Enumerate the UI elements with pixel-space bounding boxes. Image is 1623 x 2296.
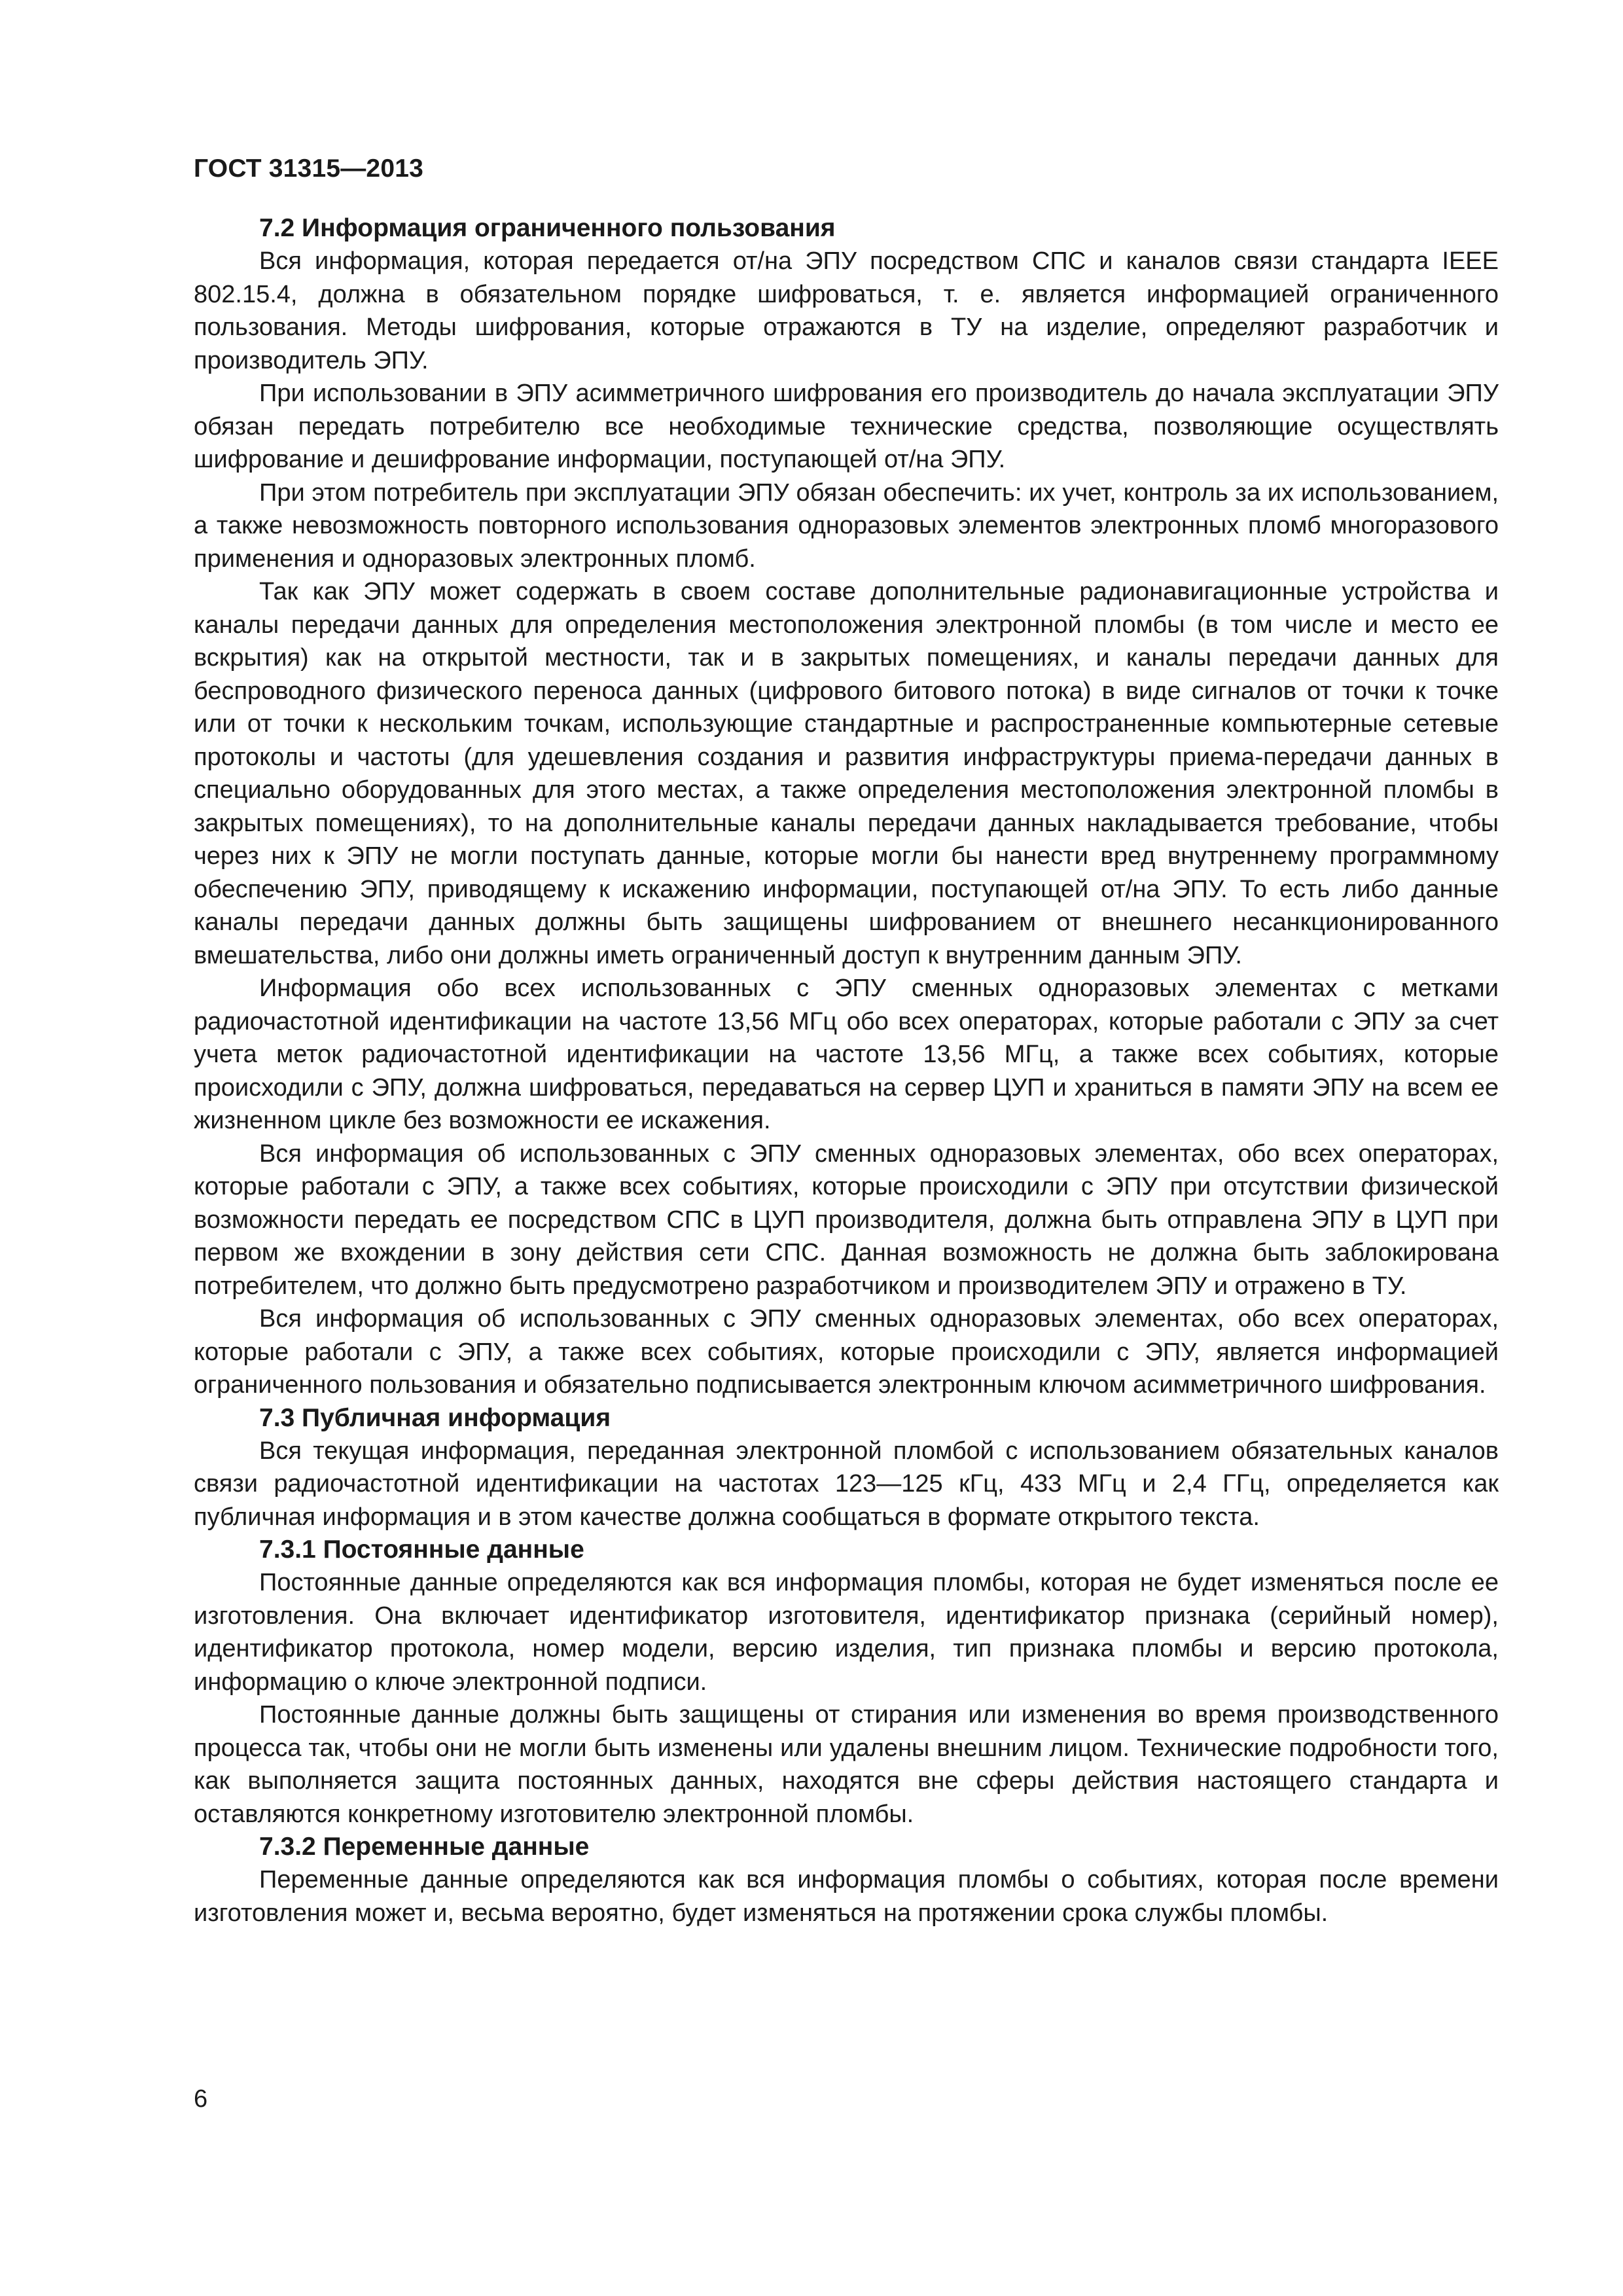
document-header: ГОСТ 31315—2013 [194,154,423,183]
paragraph: Вся информация об использованных с ЭПУ сменных одноразовых элементах, обо всех операторах, которые работали с ЭПУ, а также всех событиях, которые происходили с ЭПУ, является информацией ограниченного пользования и обязательно подписывается электронным ключом асимметричного шифрования. [194,1305,1499,1399]
section-heading-7-3-2: 7.3.2 Переменные данные [259,1833,590,1861]
document-page [194,151,1499,2166]
paragraph: Постоянные данные определяются как вся информация пломбы, которая не будет изменяться после ее изготовления. Она включает идентификатор изготовителя, идентификатор признака (серийный номер), идентификатор протокола, номер модели, версию изделия, тип признака пломбы и версию протокола, информацию о ключе электронной подписи. [194,1569,1499,1696]
paragraph: Информация обо всех использованных с ЭПУ сменных одноразовых элементах с метками радиочастотной идентификации на частоте 13,56 МГц обо всех операторах, которые работали с ЭПУ за счет учета меток радиочастотной идентификации на частоте 13,56 МГц, а также всех событиях, которые происходили с ЭПУ, должна шифроваться, передаваться на сервер ЦУП и храниться в памяти ЭПУ на всем ее жизненном цикле без возможности ее искажения. [194,975,1499,1134]
page-number: 6 [194,2085,208,2113]
paragraph: Вся текущая информация, переданная электронной пломбой с использованием обязательных каналов связи радиочастотной идентификации на частотах 123—125 кГц, 433 МГц и 2,4 ГГц, определяется как публичная информация и в этом качестве должна сообщаться в формате открытого текста. [194,1437,1499,1531]
paragraph: При использовании в ЭПУ асимметричного шифрования его производитель до начала эксплуатации ЭПУ обязан передать потребителю все необходимые технические средства, позволяющие осуществлять шифрование и дешифрование информации, поступающей от/на ЭПУ. [194,380,1499,473]
paragraph: Постоянные данные должны быть защищены от стирания или изменения во время производственного процесса так, чтобы они не могли быть изменены или удалены внешним лицом. Технические подробности того, как выполняется защита постоянных данных, находятся вне сферы действия настоящего стандарта и оставляются конкретному изготовителю электронной пломбы. [194,1701,1499,1828]
section-heading-7-2: 7.2 Информация ограниченного пользования [259,214,836,242]
paragraph: Так как ЭПУ может содержать в своем составе дополнительные радионавигационные устройства и каналы передачи данных для определения местоположения электронной пломбы (в том числе и место ее вскрытия) как на открытой местности, так и в закрытых помещениях, и каналы передачи данных для беспроводного физического переноса данных (цифрового битового потока) в виде сигналов от точки к точке или от точки к нескольким точкам, использующие стандартные и распространенные компьютерные сетевые протоколы и частоты (для удешевления создания и развития инфраструктуры приема-передачи данных в специально оборудованных для этого местах, а также определения местоположения электронной пломбы в закрытых помещениях), то на дополнительные каналы передачи данных накладывается требование, чтобы через них к ЭПУ не могли поступать данные, которые могли бы нанести вред внутреннему программному обеспечению ЭПУ, приводящему к искажению информации, поступающей от/на ЭПУ. То есть либо данные каналы передачи данных должны быть защищены шифрованием от внешнего несанкционированного вмешательства, либо они должны иметь ограниченный доступ к внутренним данным ЭПУ. [194,578,1499,969]
paragraph: Вся информация об использованных с ЭПУ сменных одноразовых элементах, обо всех операторах, которые работали с ЭПУ, а также всех событиях, которые происходили с ЭПУ при отсутствии физической возможности передать ее посредством СПС в ЦУП производителя, должна быть отправлена ЭПУ в ЦУП при первом же вхождении в зону действия сети СПС. Данная возможность не должна быть заблокирована потребителем, что должно быть предусмотрено разработчиком и производителем ЭПУ и отражено в ТУ. [194,1139,1499,1300]
paragraph: Переменные данные определяются как вся информация пломбы о событиях, которая после времени изготовления может и, весьма вероятно, будет изменяться на протяжении срока службы пломбы. [194,1866,1499,1927]
paragraph: При этом потребитель при эксплуатации ЭПУ обязан обеспечить: их учет, контроль за их использованием, а также невозможность повторного использования одноразовых элементов электронных пломб многоразового применения и одноразовых электронных пломб. [194,478,1499,573]
section-heading-7-3: 7.3 Публичная информация [259,1403,611,1432]
section-heading-7-3-1: 7.3.1 Постоянные данные [259,1535,584,1564]
paragraph: Вся информация, которая передается от/на ЭПУ посредством СПС и каналов связи стандарта IEEE 802.15.4, должна в обязательном порядке шифроваться, т. е. является информацией ограниченного пользования. Методы шифрования, которые отражаются в ТУ на изделие, определяют разработчик и производитель ЭПУ. [194,247,1499,374]
